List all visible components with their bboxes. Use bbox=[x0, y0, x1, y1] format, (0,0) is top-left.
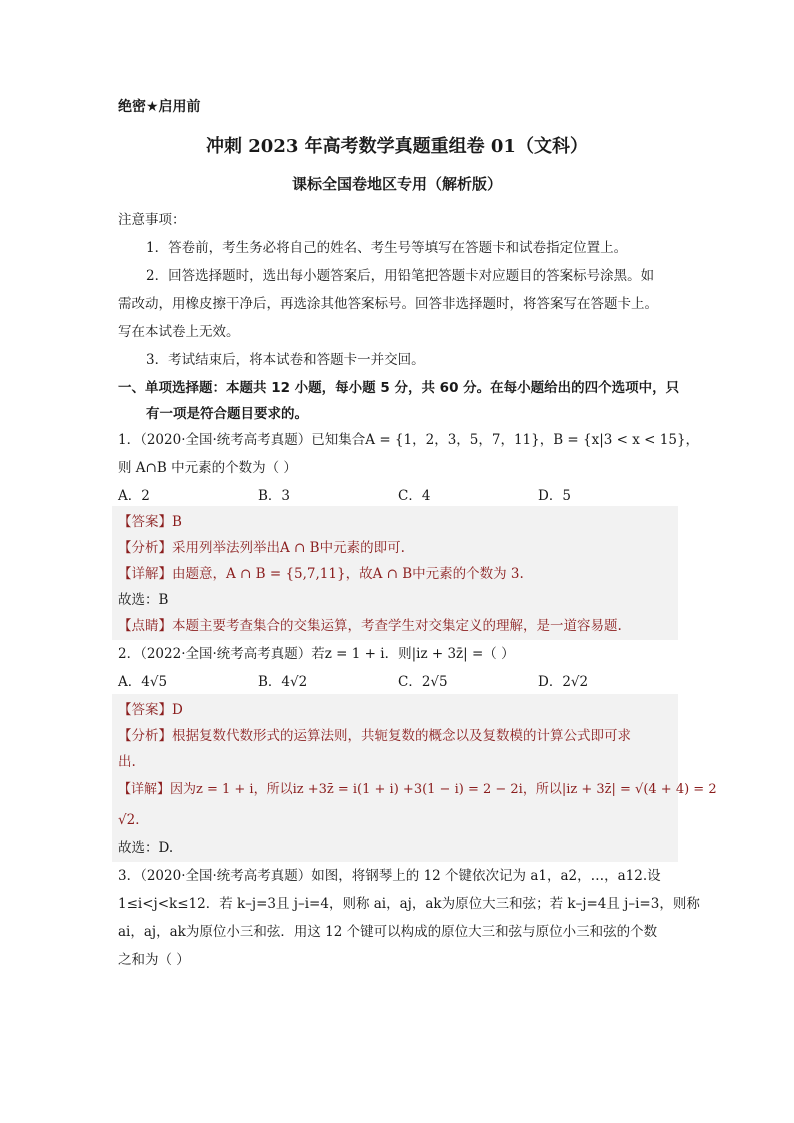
q2-option-a: A．4√5 bbox=[118, 674, 168, 690]
q1-analysis: 【分析】采用列举法列举出A ∩ B中元素的即可. bbox=[118, 540, 405, 556]
q2-choice: 故选：D. bbox=[118, 840, 174, 856]
q1-option-b: B．3 bbox=[258, 488, 291, 504]
q2-detail-line-2: √2． bbox=[118, 812, 149, 828]
q2-analysis-line-1: 【分析】根据复数代数形式的运算法则，共轭复数的概念以及复数模的计算公式即可求 bbox=[118, 728, 631, 744]
note-1: 1．答卷前，考生务必将自己的姓名、考生号等填写在答题卡和试卷指定位置上。 bbox=[146, 240, 628, 256]
q2-detail-line-1: 【详解】因为z = 1 + i，所以iz +3z̄ = i(1 + i) +3(1 − i) = 2 − 2i，所以|iz + 3z̄| = √(4 + 4) = 2 bbox=[118, 782, 717, 797]
q1-comment: 【点睛】本题主要考查集合的交集运算，考查学生对交集定义的理解，是一道容易题. bbox=[118, 618, 622, 634]
page-subtitle: 课标全国卷地区专用（解析版） bbox=[291, 175, 502, 193]
q2-answer: 【答案】D bbox=[118, 702, 183, 718]
q2-option-b: B．4√2 bbox=[258, 674, 308, 690]
q1-stem-line-2: 则 A∩B 中元素的个数为（ ） bbox=[118, 460, 297, 476]
section-heading-line-1: 一、单项选择题：本题共 12 小题，每小题 5 分，共 60 分。在每小题给出的四个选项中，只 bbox=[118, 380, 680, 396]
note-2-line-2: 需改动，用橡皮擦干净后，再选涂其他答案标号。回答非选择题时，将答案写在答题卡上。 bbox=[118, 296, 658, 312]
q2-option-c: C．2√5 bbox=[398, 674, 448, 690]
q1-option-a: A．2 bbox=[118, 488, 150, 504]
q2-stem: 2．（2022·全国·统考高考真题）若z = 1 + i．则|iz + 3z̄| =（ ） bbox=[118, 646, 515, 662]
q1-option-c: C．4 bbox=[398, 488, 431, 504]
q1-option-d: D．5 bbox=[538, 488, 571, 504]
q2-analysis-line-2: 出. bbox=[118, 754, 136, 770]
q3-stem-line-1: 3．（2020·全国·统考高考真题）如图，将钢琴上的 12 个键依次记为 a1，a2，…，a12.设 bbox=[118, 868, 661, 884]
q3-stem-line-3: ai，aj，ak为原位小三和弦．用这 12 个键可以构成的原位大三和弦与原位小三和弦的个数 bbox=[118, 924, 658, 940]
q1-answer: 【答案】B bbox=[118, 514, 182, 530]
note-2-line-1: 2．回答选择题时，选出每小题答案后，用铅笔把答题卡对应题目的答案标号涂黑。如 bbox=[146, 268, 655, 284]
confidential-mark: 绝密★启用前 bbox=[118, 99, 201, 115]
section-heading-line-2: 有一项是符合题目要求的。 bbox=[146, 406, 308, 422]
page-title: 冲刺 2023 年高考数学真题重组卷 01（文科） bbox=[206, 136, 588, 157]
q3-stem-line-2: 1≤i<j<k≤12．若 k–j=3且 j–i=4，则称 ai，aj，ak为原位大三和弦；若 k–j=4且 j–i=3，则称 bbox=[118, 896, 700, 912]
note-2-line-3: 写在本试卷上无效。 bbox=[118, 324, 240, 340]
q1-detail: 【详解】由题意，A ∩ B = {5,7,11}，故A ∩ B中元素的个数为 3. bbox=[118, 566, 524, 582]
note-3: 3．考试结束后，将本试卷和答题卡一并交回。 bbox=[146, 352, 425, 368]
q2-option-d: D．2√2 bbox=[538, 674, 589, 690]
q1-choice: 故选：B bbox=[118, 592, 169, 608]
q3-stem-line-4: 之和为（ ） bbox=[118, 952, 190, 968]
notes-heading: 注意事项： bbox=[118, 212, 186, 228]
q1-stem-line-1: 1．（2020·全国·统考高考真题）已知集合A = {1，2，3，5，7，11}，B = {x|3 < x < 15}， bbox=[118, 432, 700, 448]
